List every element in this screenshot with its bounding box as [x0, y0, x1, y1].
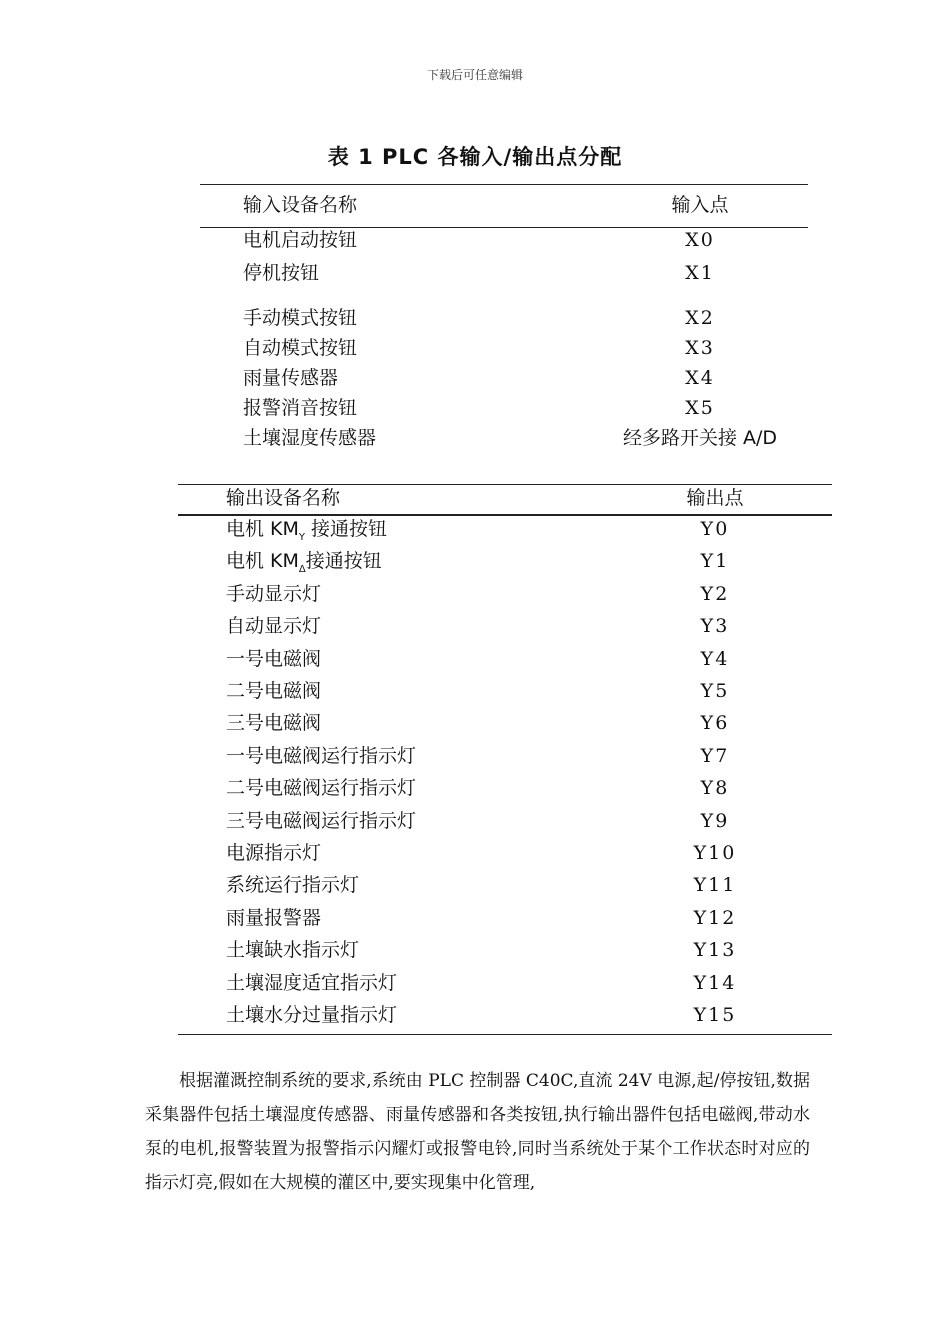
output-point: Y0	[700, 518, 730, 540]
input-point: X0	[685, 229, 715, 251]
output-bottom-rule	[178, 1034, 832, 1035]
output-point: Y9	[700, 809, 730, 832]
input-device-name: 停机按钮	[243, 262, 320, 284]
output-point: Y8	[700, 777, 730, 800]
output-name-header: 输出设备名称	[226, 487, 341, 509]
output-point: Y5	[700, 680, 730, 702]
output-point: Y13	[693, 939, 737, 962]
input-device-name: 手动模式按钮	[243, 307, 358, 329]
output-point: Y3	[700, 615, 730, 638]
output-point: Y14	[693, 971, 737, 994]
output-device-subscript: Y	[298, 531, 306, 543]
table-title: 表 1 PLC 各输入/输出点分配	[327, 145, 623, 169]
input-top-rule	[200, 184, 808, 185]
input-point: X4	[685, 367, 715, 389]
output-device-name: 土壤缺水指示灯	[226, 939, 360, 962]
input-device-name: 电机启动按钮	[243, 229, 358, 251]
output-point: Y2	[700, 582, 730, 605]
input-header-rule	[200, 227, 808, 228]
output-device-name-pre: 电机 KM	[226, 518, 299, 540]
output-point: Y1	[700, 550, 730, 573]
output-point-header: 输出点	[686, 487, 744, 509]
output-header-rule	[178, 514, 832, 516]
input-point: X2	[685, 307, 715, 329]
input-device-name: 土壤湿度传感器	[243, 427, 377, 449]
output-device-name: 雨量报警器	[226, 906, 322, 929]
input-point: 经多路开关接 A/D	[622, 427, 778, 449]
output-device-name-post: 接通按钮	[305, 550, 382, 573]
output-point: Y11	[693, 874, 737, 897]
output-device-name: 三号电磁阀	[226, 712, 322, 735]
output-device-name: 电源指示灯	[226, 842, 322, 864]
input-point: X5	[685, 397, 715, 419]
paragraph-text: 根据灌溉控制系统的要求,系统由 PLC 控制器 C40C,直流 24V 电源,起/停按钮,数据采集器件包括土壤湿度传感器、雨量传感器和各类按钮,执行输出器件包括电磁阀,带动水泵的电机,报警装置为报警指示闪耀灯或报警电铃,同时当系统处于某个工作状态时对应的指示灯亮,假如在大规模的灌区中,要实现集中化管理,	[145, 1071, 810, 1193]
output-device-name: 二号电磁阀运行指示灯	[226, 777, 417, 800]
output-device-subscript: Δ	[298, 564, 306, 576]
input-point-header: 输入点	[671, 194, 729, 216]
input-point: X1	[685, 262, 715, 284]
output-device-name: 一号电磁阀	[226, 647, 322, 670]
input-point: X3	[685, 337, 715, 359]
output-device-name-pre: 电机 KM	[226, 550, 299, 573]
body-paragraph	[145, 1064, 810, 1200]
output-device-name: 一号电磁阀运行指示灯	[226, 744, 417, 767]
output-device-name: 土壤湿度适宜指示灯	[226, 971, 398, 994]
output-point: Y4	[700, 647, 730, 670]
output-point: Y10	[693, 842, 737, 864]
output-point: Y6	[700, 712, 730, 735]
output-device-name	[226, 518, 387, 549]
output-device-name: 系统运行指示灯	[226, 874, 360, 897]
output-top-rule	[178, 484, 832, 485]
page-header: 下载后可任意编辑	[426, 68, 523, 82]
output-device-name: 土壤水分过量指示灯	[226, 1004, 398, 1026]
input-device-name: 自动模式按钮	[243, 337, 358, 359]
output-point: Y15	[693, 1004, 737, 1026]
output-device-name: 自动显示灯	[226, 615, 322, 638]
input-name-header: 输入设备名称	[243, 194, 358, 216]
input-device-name: 雨量传感器	[243, 367, 339, 389]
output-point: Y7	[700, 744, 730, 767]
input-device-name: 报警消音按钮	[243, 397, 358, 419]
output-point: Y12	[693, 906, 737, 929]
output-device-name-post: 接通按钮	[305, 518, 388, 540]
output-device-name: 二号电磁阀	[226, 680, 322, 702]
output-device-name: 手动显示灯	[226, 582, 322, 605]
output-device-name: 三号电磁阀运行指示灯	[226, 809, 417, 832]
output-device-name	[226, 550, 382, 581]
